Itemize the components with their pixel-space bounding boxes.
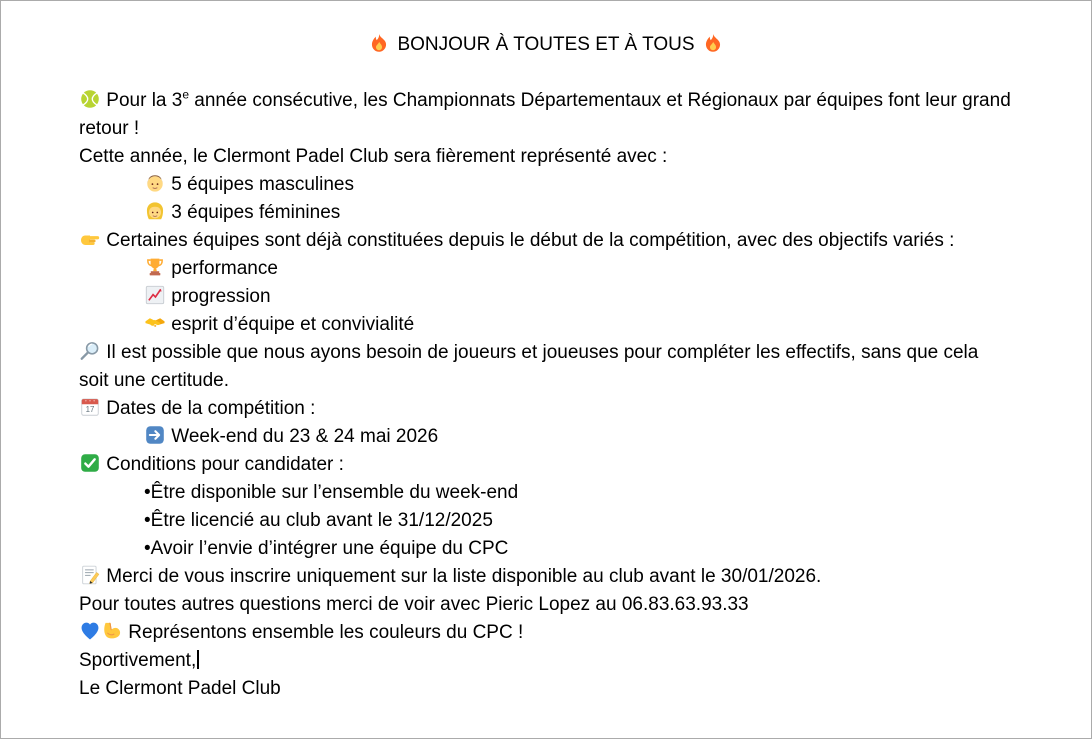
text-run: année consécutive, les Championnats Départementaux et Régionaux par équipes font leur grand retour ! (79, 90, 1011, 139)
superscript-text: e (182, 87, 190, 102)
calendar-icon (79, 396, 101, 418)
text-run: Pour la 3 (101, 90, 183, 111)
paragraph-line (79, 87, 1013, 143)
paragraph-line (79, 423, 1013, 451)
paragraph-line (79, 507, 1013, 535)
text-run: Merci de vous inscrire uniquement sur la liste disponible au club avant le 30/01/2026. (101, 566, 822, 587)
paragraph-line (79, 171, 1013, 199)
text-run: Dates de la compétition : (101, 398, 316, 419)
text-run: Sportivement, (79, 650, 197, 671)
text-run: Il est possible que nous ayons besoin de joueurs et joueuses pour compléter les effectifs, sans que cela soit une certitude. (79, 342, 979, 391)
man-icon (144, 172, 166, 194)
paragraph-line (79, 255, 1013, 283)
woman-icon (144, 200, 166, 222)
text-run: performance (166, 258, 278, 279)
text-run: Certaines équipes sont déjà constituées depuis le début de la compétition, avec des objectifs variés : (101, 230, 955, 251)
paragraph-line (79, 283, 1013, 311)
text-run: Cette année, le Clermont Padel Club sera fièrement représenté avec : (79, 146, 668, 167)
document-title-text: BONJOUR À TOUTES ET À TOUS (397, 34, 695, 55)
text-run: Conditions pour candidater : (101, 454, 344, 475)
paragraph-line (79, 395, 1013, 423)
paragraph-line (79, 647, 1013, 675)
paragraph-line (79, 311, 1013, 339)
pointing-right-icon (79, 228, 101, 250)
document-body (79, 87, 1013, 703)
magnifying-glass-icon (79, 340, 101, 362)
paragraph-line (79, 479, 1013, 507)
memo-icon (79, 564, 101, 586)
paragraph-line (79, 339, 1013, 395)
paragraph-line (79, 451, 1013, 479)
flexed-biceps-icon (101, 620, 123, 642)
text-cursor (197, 650, 199, 669)
check-mark-icon (79, 452, 101, 474)
text-run: progression (166, 286, 271, 307)
paragraph-line (79, 199, 1013, 227)
trophy-icon (144, 256, 166, 278)
fire-icon (368, 32, 390, 54)
text-run: Week-end du 23 & 24 mai 2026 (166, 426, 439, 447)
text-run: Le Clermont Padel Club (79, 678, 281, 699)
paragraph-line (79, 227, 1013, 255)
paragraph-line (79, 563, 1013, 591)
document-title (79, 31, 1013, 59)
text-run: 3 équipes féminines (166, 202, 341, 223)
text-run: •Être licencié au club avant le 31/12/2025 (144, 510, 493, 531)
paragraph-line (79, 535, 1013, 563)
text-run: Représentons ensemble les couleurs du CPC ! (123, 622, 524, 643)
paragraph-line (79, 591, 1013, 619)
paragraph-line (79, 619, 1013, 647)
text-run: 5 équipes masculines (166, 174, 354, 195)
paragraph-line (79, 143, 1013, 171)
fire-icon (702, 32, 724, 54)
text-run: Pour toutes autres questions merci de voir avec Pieric Lopez au 06.83.63.93.33 (79, 594, 749, 615)
handshake-icon (144, 312, 166, 334)
tennis-ball-icon (79, 88, 101, 110)
svg-text:17: 17 (85, 405, 95, 415)
text-run: •Avoir l’envie d’intégrer une équipe du CPC (144, 538, 509, 559)
document-editing-area[interactable] (1, 1, 1091, 703)
arrow-right-icon (144, 424, 166, 446)
blue-heart-icon (79, 620, 101, 642)
chart-increasing-icon (144, 284, 166, 306)
paragraph-line (79, 675, 1013, 703)
text-run: •Être disponible sur l’ensemble du week-end (144, 482, 519, 503)
text-run: esprit d’équipe et convivialité (166, 314, 415, 335)
